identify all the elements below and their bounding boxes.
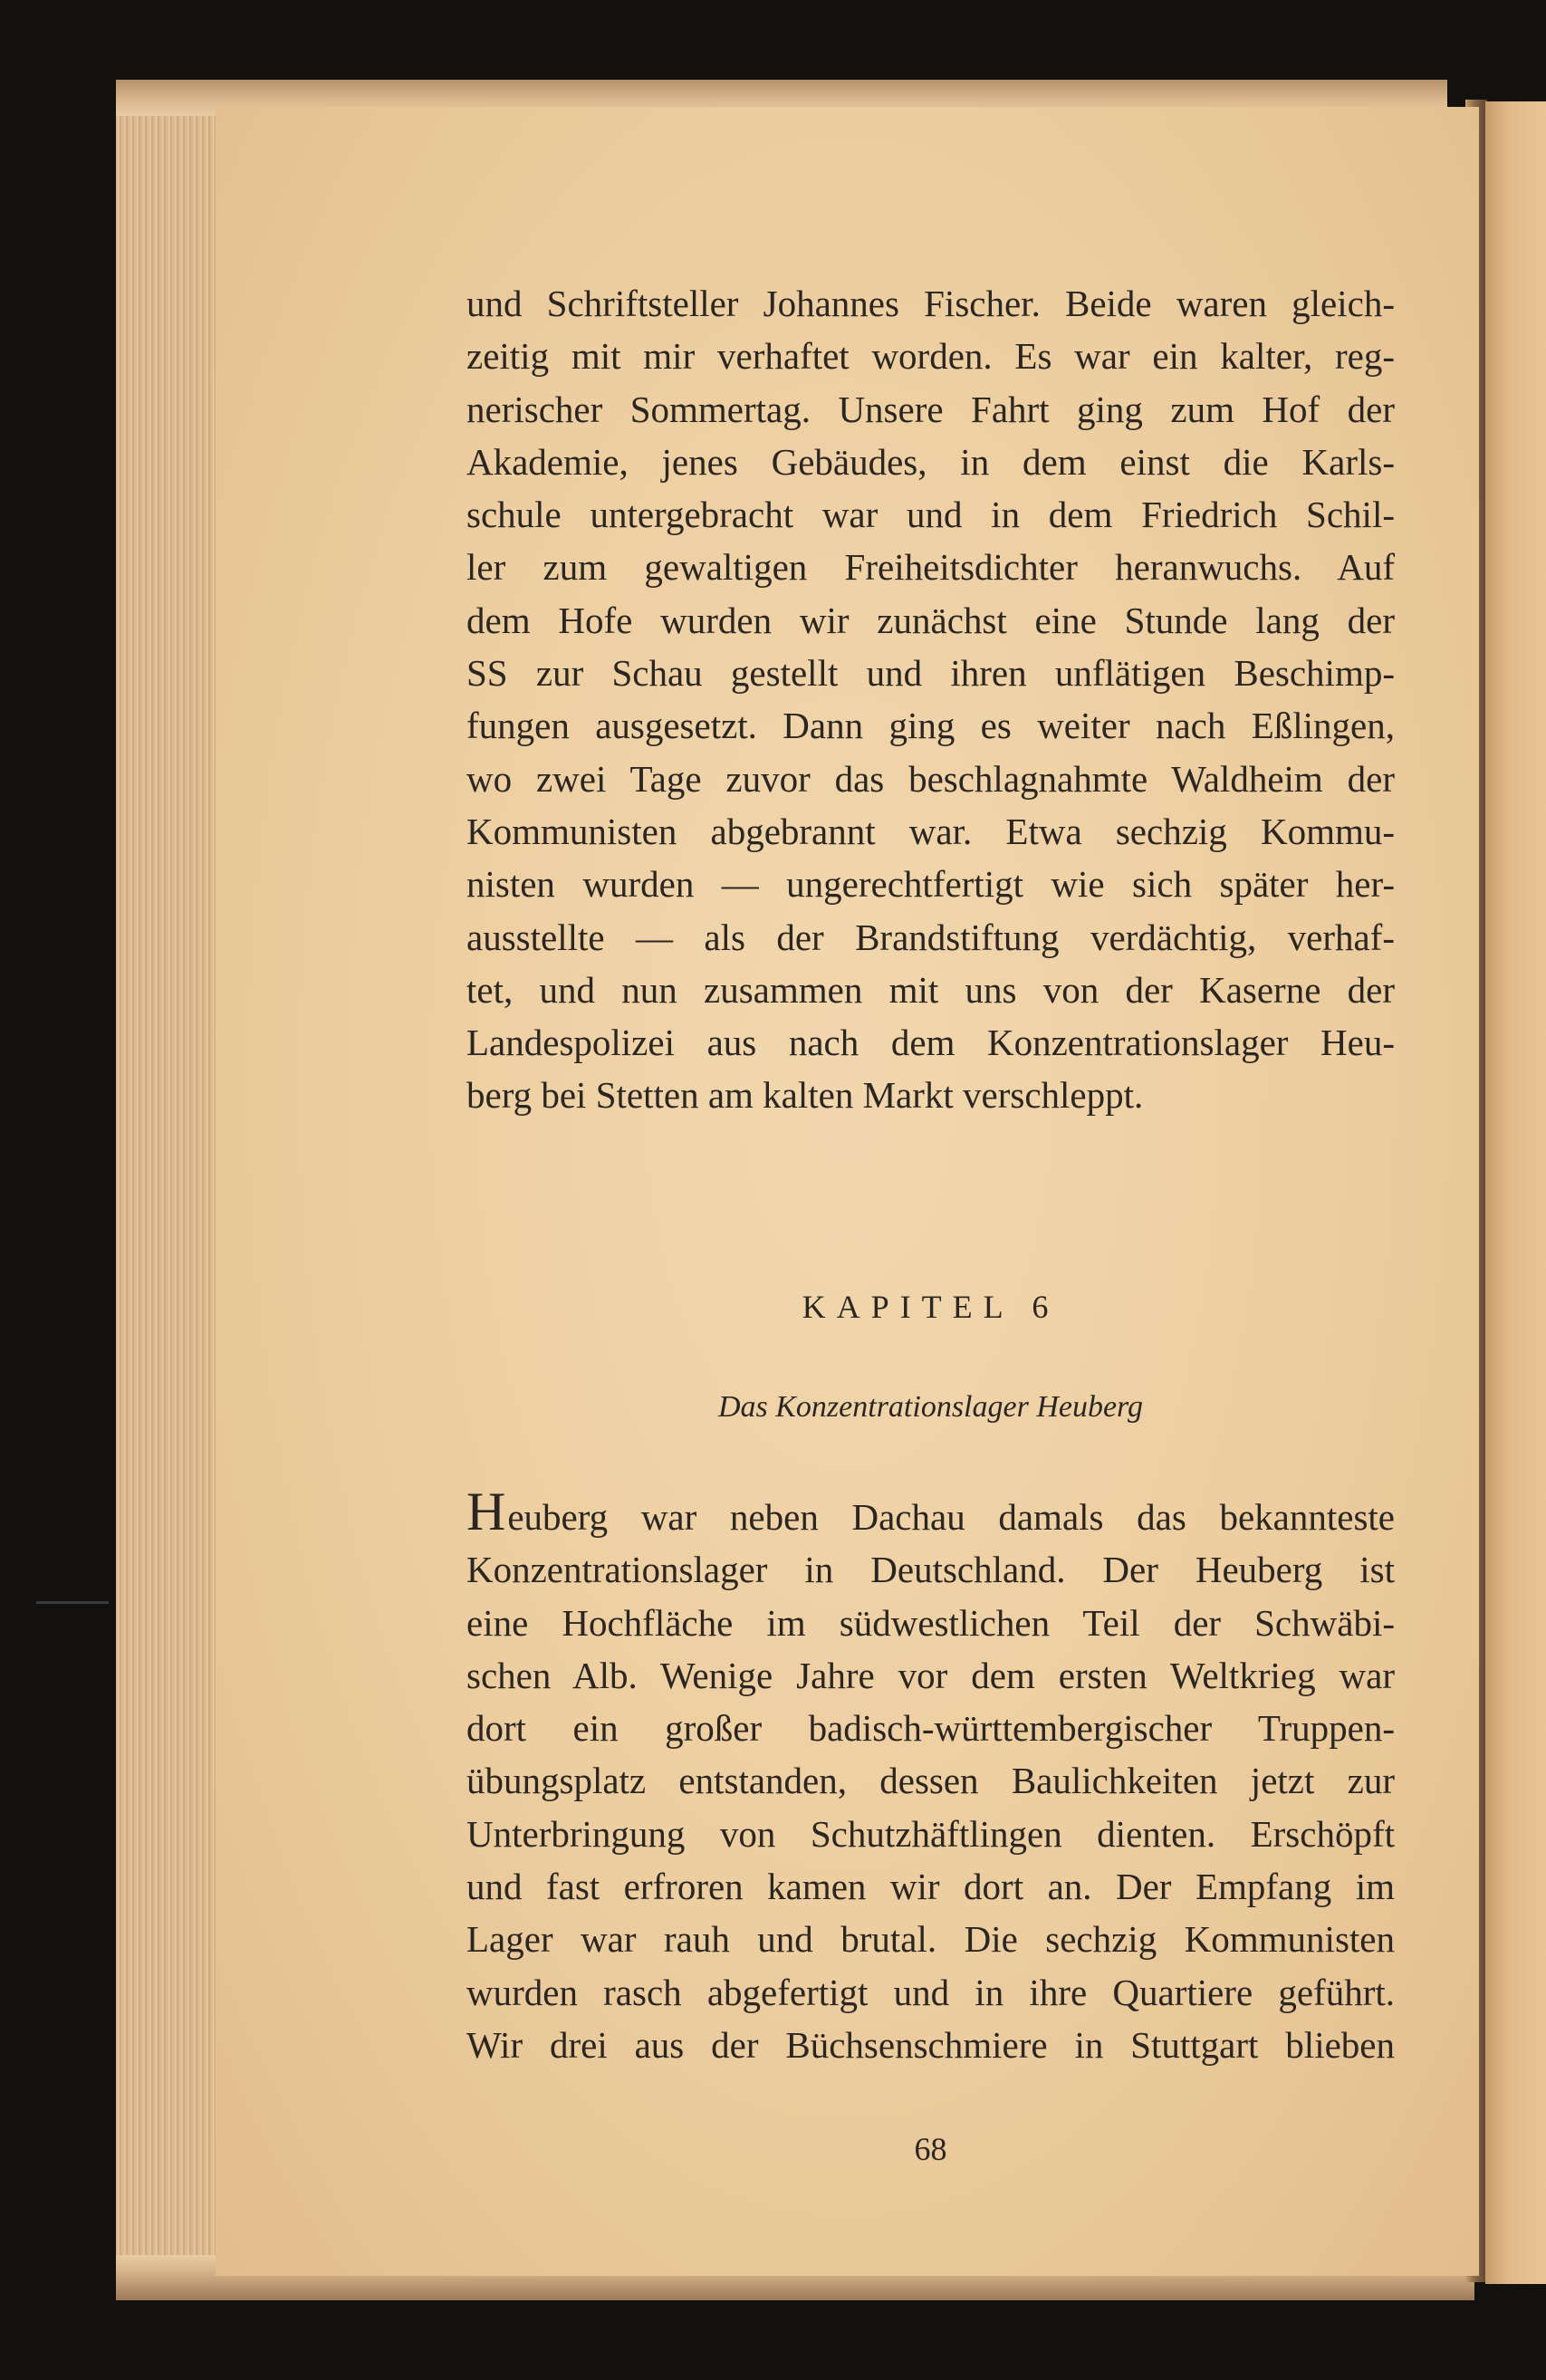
text-line: eine Hochfläche im südwestlichen Teil der Schwäbi- (466, 1601, 1395, 1644)
binding-mark (36, 1601, 109, 1604)
page-number: 68 (914, 2131, 947, 2167)
body-text-top (466, 277, 1395, 1122)
text-line: Wir drei aus der Büchsenschmiere in Stuttgart blieben (466, 2023, 1395, 2066)
text-line: Landespolizei aus nach dem Konzentrationslager Heu- (466, 1022, 1395, 1064)
text-line: dem Hofe wurden wir zunächst eine Stunde lang der (466, 599, 1395, 641)
text-line: Unterbringung von Schutzhäftlingen dienten. Erschöpft (466, 1812, 1395, 1855)
text-line: nerischer Sommertag. Unsere Fahrt ging zum Hof der (466, 388, 1395, 430)
text-line: wurden rasch abgefertigt und in ihre Quartiere geführt. (466, 1971, 1395, 2013)
text-line: Lager war rauh und brutal. Die sechzig Kommunisten (466, 1918, 1395, 1961)
text-line: schule untergebracht war und in dem Friedrich Schil- (466, 494, 1395, 536)
text-line: berg bei Stetten am kalten Markt verschleppt. (466, 1074, 1144, 1117)
chapter-opening-paragraph (466, 1482, 1395, 2071)
facing-page-edge (1485, 101, 1546, 2284)
text-line: Konzentrationslager in Deutschland. Der Heuberg ist (466, 1549, 1395, 1591)
text-line: tet, und nun zusammen mit uns von der Kaserne der (466, 968, 1395, 1011)
text-line: und Schriftsteller Johannes Fischer. Beide waren gleich- (466, 283, 1395, 324)
text-line (466, 1482, 1395, 1543)
chapter-heading: KAPITEL 6 (802, 1289, 1060, 1325)
text-line: ausstellte — als der Brandstiftung verdächtig, verhaf- (466, 916, 1395, 958)
text-line: nisten wurden — ungerechtfertigt wie sich später her- (466, 863, 1395, 906)
text-line: und fast erfroren kamen wir dort an. Der Empfang im (466, 1866, 1395, 1908)
text-line: SS zur Schau gestellt und ihren unflätigen Beschimp- (466, 652, 1395, 695)
text-line: übungsplatz entstanden, dessen Baulichkeiten jetzt zur (466, 1760, 1395, 1802)
text-line: Kommunisten abgebrannt war. Etwa sechzig Kommu- (466, 810, 1395, 852)
text-line: fungen ausgesetzt. Dann ging es weiter nach Eßlingen, (466, 705, 1395, 747)
body-text-bottom (466, 1482, 1395, 2071)
text-line: wo zwei Tage zuvor das beschlagnahmte Waldheim der (466, 757, 1395, 800)
text-line: schen Alb. Wenige Jahre vor dem ersten Weltkrieg war (466, 1654, 1395, 1696)
drop-initial: H (466, 1482, 506, 1541)
first-line-text: euberg war neben Dachau damals das bekannteste (507, 1496, 1395, 1538)
text-line: ler zum gewaltigen Freiheitsdichter heranwuchs. Auf (466, 546, 1395, 589)
paragraph-continuation (466, 277, 1395, 1122)
text-line: zeitig mit mir verhaftet worden. Es war ein kalter, reg- (466, 335, 1395, 378)
text-line: dort ein großer badisch-württembergischer Truppen- (466, 1707, 1395, 1750)
text-line: Akademie, jenes Gebäudes, in dem einst die Karls- (466, 440, 1395, 483)
chapter-subtitle: Das Konzentrationslager Heuberg (717, 1390, 1144, 1424)
